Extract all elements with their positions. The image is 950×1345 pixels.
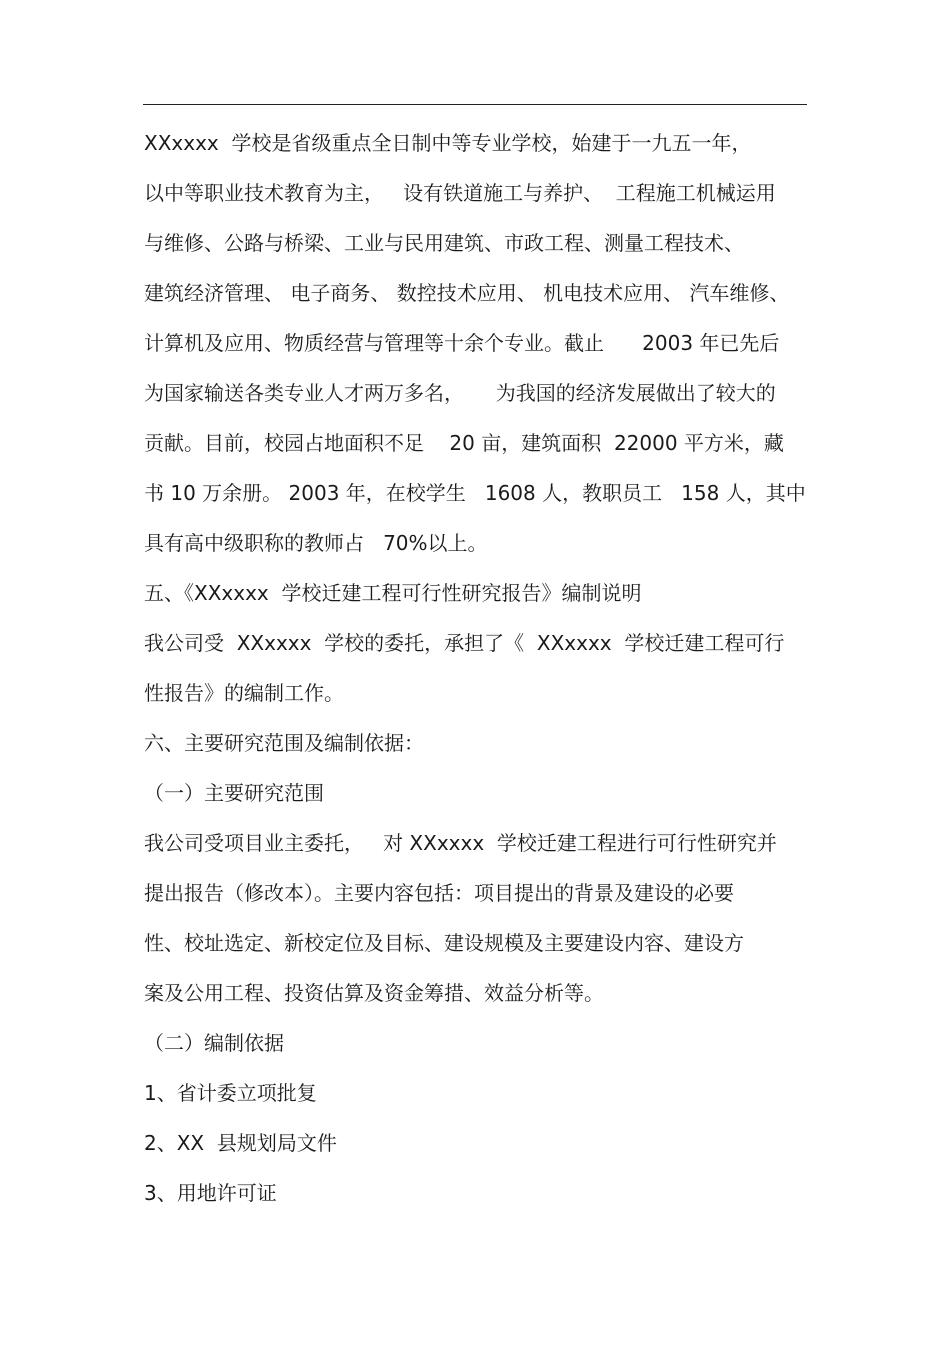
- paragraph-line: 我公司受 XXxxxx 学校的委托，承担了《 XXxxxx 学校迁建工程可行: [144, 631, 785, 655]
- list-item: 3、用地许可证: [144, 1181, 277, 1205]
- paragraph-line: 为国家输送各类专业人才两万多名， 为我国的经济发展做出了较大的: [144, 381, 776, 405]
- document-body: [144, 118, 812, 1218]
- section-heading-6: 六、主要研究范围及编制依据：: [144, 731, 424, 755]
- paragraph-line: 书 10 万余册。 2003 年，在校学生 1608 人，教职员工 158 人，其中: [144, 481, 806, 505]
- paragraph-line: 性报告》的编制工作。: [144, 681, 344, 705]
- paragraph-line: 以中等职业技术教育为主， 设有铁道施工与养护、 工程施工机械运用: [144, 181, 776, 205]
- list-item: 2、XX 县规划局文件: [144, 1131, 337, 1155]
- list-item: 1、省计委立项批复: [144, 1081, 317, 1105]
- paragraph-line: 与维修、公路与桥梁、工业与民用建筑、市政工程、测量工程技术、: [144, 231, 744, 255]
- header-rule: [143, 104, 807, 105]
- paragraph-line: 建筑经济管理、 电子商务、 数控技术应用、 机电技术应用、 汽车维修、: [144, 281, 790, 305]
- paragraph-line: 计算机及应用、物质经营与管理等十余个专业。截止 2003 年已先后: [144, 331, 780, 355]
- paragraph-line: 具有高中级职称的教师占 70%以上。: [144, 531, 488, 555]
- section-heading-5: 五、《XXxxxx 学校迁建工程可行性研究报告》编制说明: [144, 581, 642, 605]
- paragraph-line: 提出报告（修改本）。主要内容包括：项目提出的背景及建设的必要: [144, 881, 734, 905]
- subsection-heading-1: （一）主要研究范围: [144, 781, 324, 805]
- paragraph-line: 我公司受项目业主委托， 对 XXxxxx 学校迁建工程进行可行性研究并: [144, 831, 777, 855]
- paragraph-line: 贡献。目前，校园占地面积不足 20 亩，建筑面积 22000 平方米，藏: [144, 431, 784, 455]
- paragraph-line: 性、校址选定、新校定位及目标、建设规模及主要建设内容、建设方: [144, 931, 744, 955]
- paragraph-line: XXxxxx 学校是省级重点全日制中等专业学校，始建于一九五一年，: [144, 131, 752, 155]
- paragraph-line: 案及公用工程、投资估算及资金筹措、效益分析等。: [144, 981, 604, 1005]
- subsection-heading-2: （二）编制依据: [144, 1031, 284, 1055]
